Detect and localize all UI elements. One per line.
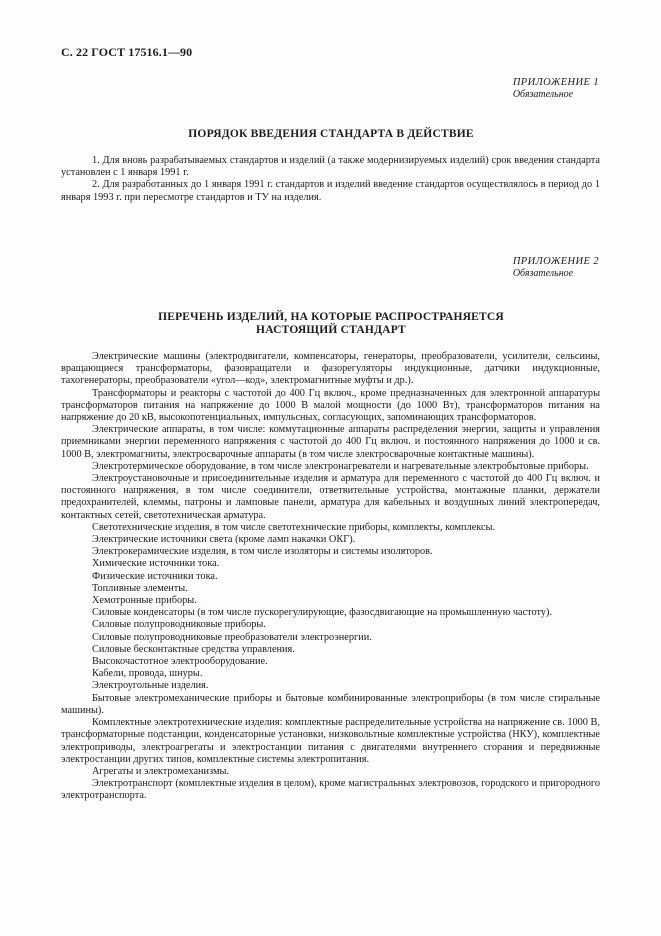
paragraph: Химические источники тока. (92, 558, 220, 570)
appendix-1-body (61, 155, 600, 204)
appendix-2-body (61, 351, 600, 803)
appendix-1-title: ПОРЯДОК ВВЕДЕНИЯ СТАНДАРТА В ДЕЙСТВИЕ (188, 128, 474, 140)
paragraph: Трансформаторы и реакторы с частотой до 400 Гц включ., кроме предназначенных для электронной аппаратуры трансформаторов питания на напряжение до 1000 В малой мощности (до 1000 Вт), трансформаторов питания на напряжение до 20 кВ, высокопотенциальных, импульсных, согласующих, запоминающих трансформаторов. (61, 387, 600, 424)
paragraph: Электрические аппараты, в том числе: коммутационные аппараты распределения энергии, защиты и управления приемниками энергии переменного напряжения с частотой до 400 Гц включ. и постоянного напряжения до 1000 и св. 1000 В, электромагниты, электросварочные аппараты (в том числе электросварочные контактные машины). (61, 424, 600, 460)
paragraph: Электротранспорт (комплектные изделия в целом), кроме магистральных электровозов, городского и пригородного электротранспорта. (61, 778, 600, 802)
paragraph: Электрокерамические изделия, в том числе изоляторы и системы изоляторов. (92, 546, 433, 558)
paragraph: Силовые бесконтактные средства управления. (92, 643, 295, 655)
appendix-1-label (513, 77, 599, 101)
appendix-2-label (513, 256, 599, 280)
appendix-2-name: ПРИЛОЖЕНИЕ 2 (512, 256, 599, 267)
paragraph: Высокочастотное электрооборудование. (92, 656, 268, 668)
paragraph: Светотехнические изделия, в том числе светотехнические приборы, комплекты, комплексы. (92, 521, 496, 533)
paragraph: Физические источники тока. (92, 570, 218, 582)
appendix-2-title (61, 311, 601, 337)
appendix-2-status: Обязательное (512, 268, 574, 279)
paragraph: Бытовые электромеханические приборы и бытовые комбинированные электроприборы (в том числе стиральные машины). (61, 692, 600, 716)
paragraph: Агрегаты и электромеханизмы. (92, 765, 230, 777)
paragraph: Электроустановочные и присоединительные изделия и арматура для переменного с частотой до 400 Гц включ. и постоянного напряжения, в том числе соединители, ответвительные устройства, монтажные планки, держатели предохранителей, клеммы, патроны и ламповые панели, арматура для кабельных и воздушных линий электропередач, контактных сетей, светотехническая арматура. (61, 473, 600, 521)
appendix-1-status: Обязательное (512, 89, 574, 100)
paragraph: Хемотронные приборы. (92, 595, 197, 607)
paragraph: Электроугольные изделия. (92, 680, 209, 692)
paragraph: 1. Для вновь разрабатываемых стандартов и изделий (а также модернизируемых изделий) срок введения стандарта установлен с 1 января 1991 г. (61, 155, 600, 179)
paragraph: Электрические машины (электродвигатели, компенсаторы, генераторы, преобразователи, усилители, сельсины, вращающиеся трансформаторы, фазовращатели и фазорегуляторы индукционные, датчики индукционные, тахогенераторы, преобразователи «угол—код», электромагнитные муфты и др.). (61, 351, 600, 387)
paragraph: Силовые полупроводниковые преобразователи электроэнергии. (92, 631, 372, 643)
paragraph: Комплектные электротехнические изделия: комплектные распределительные устройства на напряжение св. 1000 В, трансформаторные подстанции, конденсаторные установки, низковольтные комплектные устройства (НКУ), комплектные электроприводы, электроагрегаты и электростанции питания с двигателями внутреннего сгорания и передвижные электростанции других типов, комплектные системы электропитания. (61, 717, 600, 765)
paragraph: Силовые конденсаторы (в том числе пускорегулирующие, фазосдвигающие на промышленную частоту). (92, 607, 553, 619)
paragraph: Электрические источники света (кроме ламп накачки ОКГ). (92, 534, 356, 546)
appendix-1-name: ПРИЛОЖЕНИЕ 1 (512, 77, 599, 88)
paragraph: Топливные элементы. (92, 582, 188, 594)
paragraph: Силовые полупроводниковые приборы. (92, 619, 266, 631)
paragraph: Электротермическое оборудование, в том числе электронагреватели и нагревательные электробытовые приборы. (92, 460, 589, 472)
page-header: С. 22 ГОСТ 17516.1—90 (61, 45, 193, 59)
paragraph: Кабели, провода, шнуры. (92, 668, 203, 680)
appendix-2-title-line-2: НАСТОЯЩИЙ СТАНДАРТ (256, 324, 406, 336)
paragraph: 2. Для разработанных до 1 января 1991 г. стандартов и изделий введение стандартов осуществлялось в период до 1 января 1993 г. при пересмотре стандартов и ТУ на изделия. (61, 179, 600, 203)
appendix-2-title-line-1: ПЕРЕЧЕНЬ ИЗДЕЛИЙ, НА КОТОРЫЕ РАСПРОСТРАНЯЕТСЯ (158, 311, 504, 323)
